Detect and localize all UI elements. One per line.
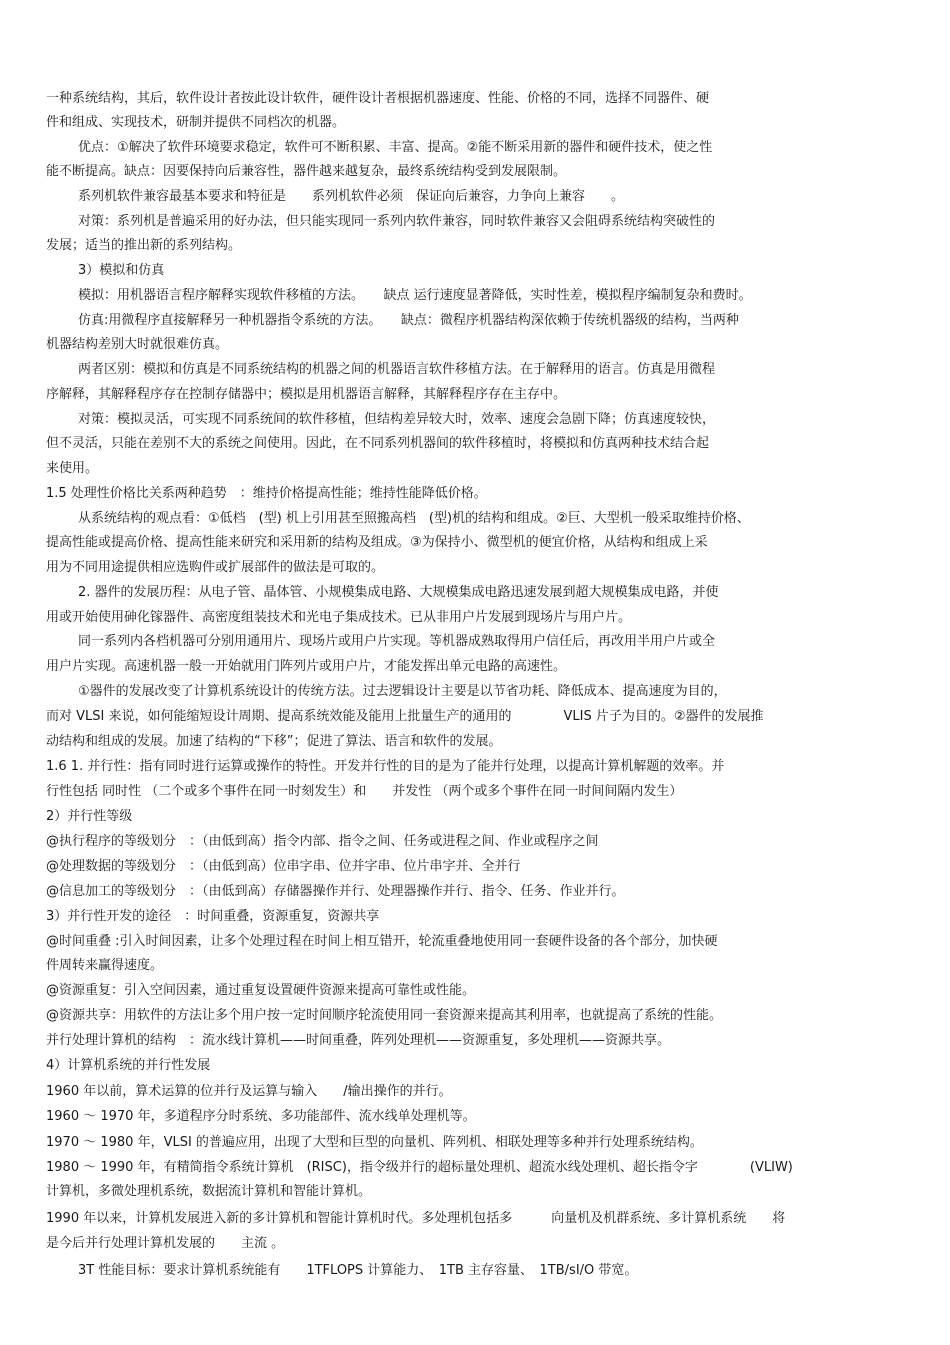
text-line: 系列机软件兼容最基本要求和特征是 系列机软件必须 保证向后兼容，力争向上兼容 。: [78, 189, 625, 204]
list-item: @信息加工的等级划分 ：（由低到高）存储器操作并行、处理器操作并行、指令、任务、作业并行。: [46, 884, 625, 899]
text-line: 2. 器件的发展历程：从电子管、晶体管、小规模集成电路、大规模集成电路迅速发展到超大规模集成电路，并使: [78, 585, 719, 600]
text-line: 仿真:用微程序直接解释另一种机器指令系统的方法。 缺点：微程序机器结构深依赖于传统机器级的结构，当两种: [78, 313, 739, 328]
text-line: 对策：系列机是普遍采用的好办法，但只能实现同一系列内软件兼容，同时软件兼容又会阻碍系统结构突破性的: [78, 214, 716, 229]
text-line: 并行处理计算机的结构 ：流水线计算机——时间重叠，阵列处理机——资源重复，多处理机——资源共享。: [46, 1033, 671, 1048]
text-line: 1970 ～ 1980 年，VLSI 的普遍应用，出现了大型和巨型的向量机、阵列机、相联处理等多种并行处理系统结构。: [46, 1135, 703, 1150]
text-line: 模拟：用机器语言程序解释实现软件移植的方法。 缺点 运行速度显著降低，实时性差，模拟程序编制复杂和费时。: [78, 288, 752, 303]
list-item: @处理数据的等级划分 ：（由低到高）位串字串、位并字串、位片串字并、全并行: [46, 859, 521, 874]
section-heading: 3）模拟和仿真: [78, 263, 165, 278]
text-line: 行性包括 同时性 （二个或多个事件在同一时刻发生）和 并发性 （两个或多个事件在同一时间间隔内发生）: [46, 784, 683, 799]
text-line: 机器结构差别大时就很难仿真。: [46, 337, 229, 352]
text-line: 序解释，其解释程序存在控制存储器中；模拟是用机器语言解释，其解释程序存在主存中。: [46, 387, 567, 402]
text-line: 提高性能或提高价格、提高性能来研究和采用新的结构及组成。③为保持小、微型机的便宜价格，从结构和组成上采: [46, 535, 708, 550]
text-line: 对策：模拟灵活，可实现不同系统间的软件移植，但结构差异较大时，效率、速度会急剧下降；仿真速度较快，: [78, 412, 716, 427]
text-line: 来使用。: [46, 461, 99, 476]
text-line: 而对 VLSI 来说，如何能缩短设计周期、提高系统效能及能用上批量生产的通用的 VLIS 片子为目的。②器件的发展推: [46, 709, 764, 724]
text-line: 动结构和组成的发展。加速了结构的“下移”；促进了算法、语言和软件的发展。: [46, 734, 502, 749]
text-line: 计算机，多微处理机系统，数据流计算机和智能计算机。: [46, 1184, 372, 1199]
text-line: 用户片实现。高速机器一般一开始就用门阵列片或用户片，才能发挥出单元电路的高速性。: [46, 659, 567, 674]
list-item: @执行程序的等级划分 ：（由低到高）指令内部、指令之间、任务或进程之间、作业或程序之间: [46, 834, 599, 849]
text-line: 能不断提高。缺点：因要保持向后兼容性，器件越来越复杂，最终系统结构受到发展限制。: [46, 164, 567, 179]
section-heading: 4）计算机系统的并行性发展: [46, 1058, 211, 1073]
text-line: 用或开始使用砷化镓器件、高密度组装技术和光电子集成技术。已从非用户片发展到现场片与用户片。: [46, 610, 632, 625]
text-line: 1960 ～ 1970 年，多道程序分时系统、多功能部件、流水线单处理机等。: [46, 1109, 476, 1124]
list-item: @时间重叠 :引入时间因素，让多个处理过程在时间上相互错开，轮流重叠地使用同一套硬件设备的各个部分，加快硬: [46, 934, 718, 949]
list-item: @资源共享：用软件的方法让多个用户按一定时间顺序轮流使用同一套资源来提高其利用率，也就提高了系统的性能。: [46, 1008, 723, 1023]
text-line: ①器件的发展改变了计算机系统设计的传统方法。过去逻辑设计主要是以节省功耗、降低成本、提高速度为目的，: [78, 684, 727, 699]
section-heading: 1.5 处理性价格比关系两种趋势 ：维持价格提高性能；维持性能降低价格。: [46, 486, 487, 501]
text-line: 优点：①解决了软件环境要求稳定，软件可不断积累、丰富、提高。②能不断采用新的器件和硬件技术，使之性: [78, 140, 713, 155]
text-line: 但不灵活，只能在差别不大的系统之间使用。因此，在不同系列机器间的软件移植时，将模拟和仿真两种技术结合起: [46, 436, 710, 451]
text-line: 一种系统结构，其后，软件设计者按此设计软件，硬件设计者根据机器速度、性能、价格的不同，选择不同器件、硬: [46, 91, 710, 106]
text-line: 件周转来赢得速度。: [46, 958, 164, 973]
section-heading: 3）并行性开发的途径 ：时间重叠，资源重复，资源共享: [46, 909, 380, 924]
text-line: 1980 ～ 1990 年，有精简指令系统计算机 (RISC)，指令级并行的超标量处理机、超流水线处理机、超长指令字 (VLIW): [46, 1160, 793, 1175]
text-line: 是今后并行处理计算机发展的 主流 。: [46, 1236, 285, 1251]
list-item: @资源重复：引入空间因素，通过重复设置硬件资源来提高可靠性或性能。: [46, 983, 476, 998]
text-line: 1990 年以来，计算机发展进入新的多计算机和智能计算机时代。多处理机包括多 向量机及机群系统、多计算机系统 将: [46, 1211, 786, 1226]
section-heading: 2）并行性等级: [46, 809, 133, 824]
text-line: 同一系列内各档机器可分别用通用片、现场片或用户片实现。等机器成熟取得用户信任后，再改用半用户片或全: [78, 634, 716, 649]
section-heading: 1.6 1. 并行性：指有同时进行运算或操作的特性。开发并行性的目的是为了能并行处理，以提高计算机解题的效率。并: [46, 759, 725, 774]
text-line: 用为不同用途提供相应选购件或扩展部件的做法是可取的。: [46, 560, 385, 575]
text-line: 1960 年以前，算术运算的位并行及运算与输入 /输出操作的并行。: [46, 1084, 452, 1099]
text-line: 3T 性能目标：要求计算机系统能有 1TFLOPS 计算能力、 1TB 主存容量、 1TB/sI/O 带宽。: [78, 1263, 638, 1278]
text-line: 件和组成、实现技术，研制并提供不同档次的机器。: [46, 115, 346, 130]
text-line: 从系统结构的观点看：①低档 (型) 机上引用甚至照搬高档 (型)机的结构和组成。②巨、大型机一般采取维持价格、: [78, 511, 750, 526]
text-line: 发展；适当的推出新的系列结构。: [46, 238, 242, 253]
text-line: 两者区别：模拟和仿真是不同系统结构的机器之间的机器语言软件移植方法。在于解释用的语言。仿真是用微程: [78, 362, 716, 377]
